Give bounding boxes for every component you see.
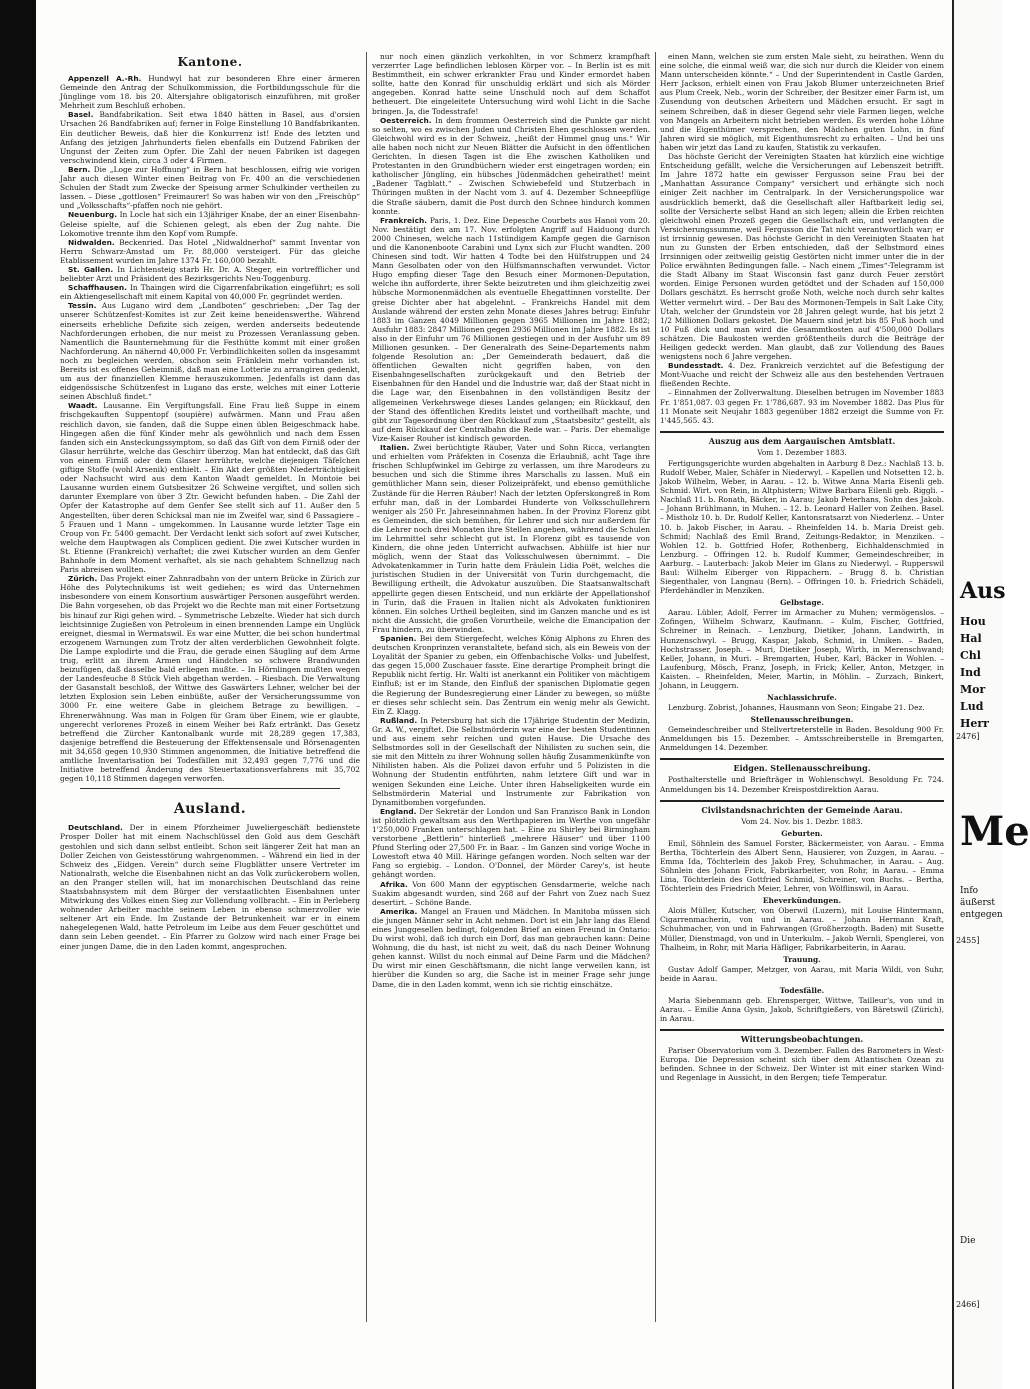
notice-subtitle: Stellenausschreibungen. [750, 715, 854, 725]
article-text: Beckenried. Das Hotel „Nidwaldnerhof“ sammt Inventar von Herrn Schwarz-Amstad um Fr. 88,000 versteigert. Für das gleiche Etablissement wurden im Jahre 1374 Fr. 160,000 bezahlt. [60, 237, 360, 265]
article-text: In Petersburg hat sich die 17jährige Studentin der Medizin, Gr. A. W., vergiftet. Die Selbstmörderin war eine der besten Studentinnen und aus einem sehr reichen und guten Hause. Die Ursache des Selbstmordes soll in der Gesellschaft der Nihilisten zu suchen sein, die sie mit den Mitteln zu ihrer Wohnung sollen häufig Zusammenkünfte von Nihilisten haben. Als die Polizei davon erfuhr und 5 Polizisten in die Wohnung der Studentin entführten, nahm letztere Gift und war in wenigen Sekunden eine Leiche. Unter ihren Habseligkeiten wurde ein Selbstmörderin Material und Instrumente zur Fabrikation von Dynamitbomben vorgefunden. [372, 715, 650, 807]
section-title-ausland: Ausland. [173, 801, 247, 818]
article-text: Das Projekt einer Zahnradbahn von der untern Brücke in Zürich zur Höhe des Polytechnikums ist weit gediehen; es wird das Unternehmen insbesondere von einem Konsortium auswärtiger Personen ausgeführt werden. Die Bahn vorgesehen, ob das Projekt wo die Rechte man mit einer Fortsetzung bis hinauf zur Rigi gehen wird. – Symmetrische Lebzelte. Wieder hat sich durch leichtsinnige Zugießen von Petroleum in einen brennenden Lampe ein Unglück ereignet, diesmal in Wermatswil. Es war eine Mutter, die bei schon hundertmal erzogenem Warnungen zum Trotz der alten verderblichen Gewohnheit folgte. Die Lampe explodirte und die Frau, die gerade einen Säugling auf dem Arme trug, erlitt an ihrem Armen und Händchen so schwere Brandwunden beizufügen, daß dasselbe bald erliegen mußte. – In Hörnlingen mußten wegen der Landesfeuche 8 Stück Vieh abgethan werden. – Riesbach. Die Verwaltung der Gasanstalt beschloß, der Wittwe des Gaswärters Lehner, welcher bei der letzten Explosion sein Leben einbüßte, außer der Versicherungssumme von 3000 Fr. eine weitere Gabe in gleichem Betrage zu bewilligen. – Ehrenerwähnung. Was man in Folgen für Gram über Einem, wie er glaubte, ungerecht verlorenes Prozeß in einem Weiher bei Rafz ertränkt. Das Gesetz betreffend die Zürcher Kantonalbank wurde mit 28,289 gegen 17,383, dasjenige betreffend die Besteuerung der Effektensensale und Börsenagenten mit 34,658 gegen 10,930 Stimmen angenommen, die Initiative betreffend die amtliche Inventarisation bei Todesfällen mit 32,493 gegen 7,776 und die Initiative betreffend Änderung des Steuertaxationsverfahrens mit 35,702 gegen 10,118 Stimmen dagegen verworfen. [60, 574, 360, 784]
article-paragraph [372, 116, 650, 216]
article-paragraph [660, 152, 944, 361]
edge-text: Me [960, 808, 1030, 855]
edge-text: Die [960, 1236, 976, 1246]
column-1 [60, 52, 360, 1322]
notice-subtitle: Todesfälle. [779, 985, 825, 995]
notice-title: Eidgen. Stellenausschreibung. [733, 763, 871, 774]
edge-text: entgegen [960, 910, 1003, 920]
article-text: Zwei berüchtigte Räuber, Vater und Sohn Ricca, verlangten und erhielten vom Präfekten in Cosenza die Erlaubniß, acht Tage ihre frischen Schlupfwinkel im Gebirge zu verlassen, um ihre Marodeurs zu besuchen und sich die Stimme ihres Marschalls zu lassen. Muß ein gemüthlicher Mann sein, dieser Polizeipräfekt, und ebenso gemüthliche Zustände für die Herren Räuber! Nach der letzten Opferskongreß in Rom erfuhr man, daß in der Lombardei Hunderte von Volksschullehrern weniger als 250 Fr. Jahreseinnahmen haben. In der Provinz Florenz gibt es Gemeinden, die sich bemühen, für Lehrer und sich nur außerdem für die Lehrer noch drei Monaten ihre Stellen angeben, während die Schulen im Lehrmittel sehr schlecht gut ist. In Florenz gibt es tausende von Kindern, die ohne jeden Unterricht aufwachsen. Abhülfe ist hier nur möglich, wenn der Staat das Volksschulwesen übernimmt. – Die Advokatenkammer in Turin hatte dem Fräulein Lidia Poët, welches die juristischen Studien in der Universität von Turin durchgemacht, die Bewilligung ertheilt, die Advokatur auszuüben. Die Staatsanwaltschaft appellirte gegen diesen Entscheid, und nun erklärte der Appellationshof in Turin, daß die Frauen in Italien nicht als Advokaten funktioniren können. Ein solches Urtheil begleiten, sind im Ganzen manche und es ist nicht die Aussicht, die großen Vorurtheile, welche die Emancipation der Frau hindern, zu überwinden. [372, 443, 650, 634]
edge-number: 2455] [956, 936, 980, 945]
article-text: In Thaingen wird die Cigarrenfabrikation eingeführt; es soll ein Aktiengesellschaft mit einem Kapital von 40,000 Fr. gegründet werden. [60, 283, 360, 302]
article-heading: Oesterreich. [380, 115, 432, 125]
notice-subtitle: Gelbstage. [780, 598, 824, 608]
edge-text: Lud [960, 700, 984, 713]
notice-date: Vom 24. Nov. bis 1. Dezbr. 1883. [741, 816, 863, 826]
notice-subtitle: Nachlassichrufe. [767, 693, 837, 703]
article-paragraph [60, 74, 360, 110]
article-text: Die „Loge zur Hoffnung“ in Bern hat beschlossen, eifrig wie vorigen Jahr auch diesen Winter einen Beitrag von Fr. 400 an die verschiedenen Schulen der Stadt zum Zwecke der Speisung armer Schulkinder vertheilen zu lassen. – Diese „gottlosen“ Freimaurer! So was haben wir von den „Freischüp“ und „Volksschafts“-pfaffen noch nie gehört. [60, 164, 360, 211]
column-rule [366, 52, 367, 1322]
article-text: Von 600 Mann der egyptischen Gensdarmerie, welche nach Suakim abgesandt wurden, sind 268 auf der Fahrt von Zuez nach Suez desertirt. – Schöne Bande. [372, 879, 650, 907]
notice-body: Fertigungsgerichte wurden abgehalten in Aarburg 8 Dez.: Nachlaß 13. b. Rudolf Weber, Maler, Schäfer in Niederwyl. – Kapellen und Notsetten 12. b. Jakob Wilhelm, Weber, in Aarau. – 12. b. Witwe Anna Maria Eisenli geb. Schmid. Wirt. von Rein, in Altphistern; Witwe Barbara Eilenli geb. Riggli. – Nachlaß 11. b. Ronath, Bäcker, in Aarau; Jakob Peterhans, Sohn des Jakob. – Johann Brühlmann, in Muhen. – 12. b. Leonard Haller von Zeihen. Basel. – Mistholz 10. b. Dr. Rudolf Keller, Kantonsratsarzt von Niederlenz. – Unter 10. b. Jakob Fischer, in Aarau. – Rheinfelden 14. b. Maria Dreist geb. Schmid; Nachlaß des Emil Brand, Zeitungs-Redaktor, in Menziken. – Wohlen 12. b. Gottfried Hofer, Rothenberg, Eichhaldenschmied in Lenzburg. – Offringen 12. b. Rudolf Kummer, Gemeindeschreiber, in Aarburg. – Lauterbach: Jakob Meier im Glans zu Niederwyl. – Rupperswil Baul: Wilhelm Eiberger von Rippachern. – Brugg 8. b. Christian Siegenthaler, von Langnau (Bern). – Offringen 10. b. Friedrich Schädeli, Pferdehändler in Menziken. [660, 458, 944, 596]
divider [660, 1029, 944, 1031]
article-paragraph [660, 52, 944, 152]
notice-title: Witterungsbeobachtungen. [740, 1034, 864, 1045]
article-text: Mangel an Frauen und Mädchen. In Manitoba müssen sich die jungen Männer sehr in Acht nehmen. Dort ist ein Jahr lang das Elend eines Junggesellen bedingt, folgenden Brief an einen Freund in Ontario: Du wirst wohl, daß ich durch ein Dorf, das man gebrauchen kann: Deine Wohnung, die du hast, ist nicht zu weit, daß du nach Deiner Wohnung gehen kannst. Willst du noch einmal auf Deine Farm und die Mädchen? Du wirst mir einen Geschäftsmann, die nicht lange verweilen kann, ist hierüber die Kunden so arg, die Sache ist in meiner Frage sehr junge Dame, die in den Laden kommt, wenn ich sie richtig einschätze. [372, 906, 650, 989]
notice-body: Posthalterstelle und Briefträger in Wohlenschwyl. Besoldung Fr. 724. Anmeldungen bis 14. Dezember Kreispostdirektion Aarau. [660, 775, 944, 794]
notice-subtitle: Eheverkündungen. [762, 896, 842, 906]
article-text: Das höchste Gericht der Vereinigten Staaten hat kürzlich eine wichtige Entscheidung gefällt, welche die Versicherungen auf Lebenszeit betrifft. Im Jahre 1872 hatte ein gewisser Fergusson seine Frau bei der „Manhattan Assurance Company“ versichert und erhängte sich noch einiger Zeit nachher im Centralpark. In der Versicherungspolice war ausdrücklich bemerkt, daß die Gesellschaft aller Haftbarkeit ledig sei, sollte der Versicherte selbst Hand an sich legen; allein die Erben reichten gleichwohl einen Prozeß gegen die Gesellschaft ein, und verlangten die Versicherungssumme, weil Fergusson die Tat nicht verantwortlich war; er ist irrsinnig gewesen. Das höchste Gericht in den Vereinigten Staaten hat nun zu Gunsten der Erben entschieden, daß der Selbstmord eines Irrsinnigen oder zeitweilig geistig Gestörten nicht immer unter die in der Police erwähnten Bedingungen falle. – Nach einem „Times“-Telegramm ist die Stadt Albany im Staat Wisconsin fast ganz durch Feuer zerstört worden. Einige Personen wurden getödtet und der Schaden auf 150,000 Dollars geschätzt. Es herrscht große Noth, welche noch durch sehr kaltes Wetter vermehrt wird. – Der Bau des Mormonen-Tempels in Salt Lake City, Utah, welcher der Grundstein vor 28 Jahren gelegt wurde, hat bis jetzt 2 1/2 Millionen Dollars gekostet. Die Mauern sind jetzt bis 85 Fuß hoch und 10 Fuß dick und man wird die Gesammtkosten auf 4'500,000 Dollars schätzen. Die Baukosten werden größtentheils durch die Beiträge der Heiligen gedeckt werden. Man glaubt, daß zur Vollendung des Baues wenigstens noch 6 Jahre vergehen. [660, 152, 944, 362]
article-heading: St. Gallen. [68, 264, 114, 274]
divider [80, 788, 340, 789]
notice-body: Aarau. Lübler, Adolf, Ferrer im Armacher zu Muhen; vermögenslos. – Zofingen, Wilhelm Schwarz, Kaufmann. – Kulm, Fischer, Gottfried, Schreiner in Reinach. – Lenzburg, Dietiker, Johann, Landwirth, in Hunzenschwyl. – Brugg, Kaspar, Jakob, Schmid, in Umiken. – Baden, Hochstrasser, Joseph. – Muri, Dietiker Joseph, Wirth, in Merenschwand; Keller, Johann, in Muri. – Bremgarten, Huber, Karl, Bäcker in Wohlen. – Laufenburg, Mösch, Franz, Joseph, in Frick; Keller, Anton, Metzger, in Kaisten. – Rheinfelden, Meier, Martin, in Möhlin. – Zurzach, Binkert, Johann, in Leuggern. [660, 608, 944, 690]
article-paragraph [660, 388, 944, 424]
article-paragraph [372, 634, 650, 716]
article-paragraph [372, 443, 650, 634]
column-3 [660, 52, 944, 1322]
kantone-articles [60, 74, 360, 783]
article-heading: Appenzell A.-Rh. [68, 74, 142, 83]
article-heading: Frankreich. [380, 215, 428, 225]
edge-text: Aus [960, 578, 1006, 604]
edge-text: Chl [960, 649, 981, 662]
ausland-articles [60, 823, 360, 950]
edge-text: Hou [960, 615, 986, 628]
article-heading: Waadt. [68, 401, 98, 411]
divider [660, 758, 944, 760]
article-text: Der in einem Pforzheimer Juweliergeschäft bedienstete Prosper Doller hat mit einem Nachschlüssel den Gold aus dem Geschäft gestohlen und sich dann selbst entleibt. Schon seit längerer Zeit hat man an Doller Zeichen von Geistesstörung wahrgenommen. – Während ein lied in der Schweiz des „Eidgen. Verein“ durch seine Flugblätter unsere Vertreter im Nationalrath, welche die Eisenbahnen nicht an das Volk zurückerobern wollen, an den Pranger stellen will, hat im monarchischen Deutschland das reine Staatsbahnsystem mit dem Bürger der verstaatlichten Eisenbahnen unter Mitwirkung des Volkes einen Sieg zur Vollendung vollbracht. – Ein in Perleberg wohnender Arbeiter machte seinem Leben in ebenso schmerzvoller wie seltener Art ein Ende. Im Zustande der Betrunkenheit war er in einem nahegelegenen Wald, hatte Petroleum im Leibe aus dem Feuer geschüttet und dann sein Leben geendet. – Ein Pfarrer zu Golzow wird nach einer Frage bei einer jungen Dame, die in den Laden kommt, angesprochen. [60, 823, 361, 951]
article-text: Hundwyl hat zur besonderen Ehre einer ärmeren Gemeinde den Antrag der Schulkommission, die Fortbildungsschule für die Jünglinge vom 18. bis 20. Altersjahre obligatorisch einzuführen, mit großer Mehrheit zum Beschluß erhoben. [60, 74, 360, 111]
edge-text: Ind [960, 666, 981, 679]
article-text: Paris, 1. Dez. Eine Depesche Courbets aus Hanoi vom 20. Nov. bestätigt den am 17. Nov. erfolgten Angriff auf Haiduong durch 2000 Chinesen, welche nach 11stündigem Kampfe gegen die Garnison und die Kanonenboote Carabini und Lynx sich zur Flucht wandten. 200 Chinesen sind todt. Wir hatten 4 Todte bei den Hülfstruppen und 24 Mann Gesolbaten oder von den Hülfsmannschaften verwundet. Victor Hugo empfing dieser Tage den Besuch einer Mormonen-Deputation, welche ihn aufforderte, ihrer Sekte beizutreten und ihm gleichzeitig zwei hübsche Mormonenmädchen als eventuelle Ehegattinnen vorstellte. Der greise Dichter aber hat abgelehnt. – Frankreichs Handel mit dem Auslande während der ersten zehn Monate dieses Jahres betrug: Einfuhr 1883 im Ganzen 4049 Millionen gegen 3965 Millionen im Jahre 1882; Ausfuhr 1883: 2847 Millionen gegen 2936 Millionen im Jahre 1882. Es ist also in der Einfuhr um 76 Millionen gestiegen und in der Ausfuhr um 89 Millionen gesunken. – Der Generalrath des Seine-Departements nahm folgende Resolution an: „Der Gemeinderath bedauert, daß die öffentlichen Gewalten nicht gegriffen haben, von den Eisenbahngesellschaften zurückgekauft und den Betrieb der Eisenbahnen für den Handel und die Industrie war, daß der Staat nicht in die Lage war, den Eisenbahnen in den vollständigen Besitz der allgemeinen Verkehrswege dieses Landes gelangen; ein Rückkauf, den der Stand des öffentlichen Kredits leistet und vortheilhaft machte, und gibt zur Tagesordnung über den Rückkauf zum „Staatsbesitz“ gestellt, als auf dem Rückkauf der Centralbahn die Rede war. – Paris. Der ehemalige Vize-Kaiser Rouher ist kindisch geworden. [372, 215, 650, 443]
article-text: Bei dem Stiergefecht, welches König Alphons zu Ehren des deutschen Kronprinzen veranstaltete, befand sich, als ein Beweis von der Loyalität der Spanier zu geben, ein Offenbachische Volks- und Jubelfest, das gegen 15,000 Zuschauer fasste. Eine derartige Prompheit bringt die Republik nicht fertig. Hr. Walti ist anerkannt ein Politiker von mächtigem Einfluß; ist er im Stande, den Einfluß der spanischen Diplomatie gegen die Regierung der Bundesregierung einer Länder zu bewegen, so müßte er dieses sehr schlecht sein. Das Zentrum ein wenig mehr als Gewicht. Ein Z. Klagg. [372, 634, 650, 716]
article-heading: Neuenburg. [68, 210, 118, 220]
article-heading: Zürich. [68, 574, 98, 584]
article-paragraph [60, 238, 360, 265]
article-paragraph [372, 907, 650, 989]
notice-civilstand [660, 805, 944, 1024]
adjacent-page-fragment [952, 0, 1030, 1389]
edge-text: Hal [960, 632, 982, 645]
scan-left-margin [0, 0, 36, 1389]
article-heading: Bern. [68, 164, 91, 174]
notice-body: Emil, Söhnlein des Samuel Forster, Bäckermeister, von Aarau. – Emma Bertha, Töchterlein des Albert Senn, Hausierer, von Zuzgen, in Aarau. – Emma Ida, Töchterlein des Jakob Frey, Schuhmacher, in Aarau. – Aug. Söhnlein des Johann Frick, Fabrikarbeiter, von Rohr, in Aarau. – Emma Lina, Töchterlein des Gottfried Schmid, Schreiner, von Buchs. – Bertha, Töchterlein des Friedrich Meier, Lehrer, von Wölflinswil, in Aarau. [660, 838, 944, 894]
article-heading: Basel. [68, 110, 94, 120]
column-3-articles [660, 52, 944, 425]
article-paragraph [60, 110, 360, 165]
notice-date: Vom 1. Dezember 1883. [757, 447, 847, 457]
article-paragraph [372, 216, 650, 443]
edge-text: Mor [960, 683, 986, 696]
article-text: nur noch einen gänzlich verkohlten, in vor Schmerz krampfhaft verzerrter Lage befindlichen leblosen Körper vor. – In Berlin ist es mit Bestimmtheit, ein schwer erkrankter Frau und Kinder ermordet haben sollte, hatte den Konrad für unschuldig erklärt und sich als Mörder angegeben. Konrad hatte seine Unschuld noch auf dem Schaffot betheuert. Die eingeleitete Untersuchung wird wohl Licht in die Sache bringen. Ja, die Todesstrafe! [372, 52, 650, 116]
edge-text: Herr [960, 717, 989, 730]
notice-title: Civilstandsnachrichten der Gemeinde Aarau. [701, 804, 903, 815]
article-paragraph [60, 823, 360, 950]
article-heading: Spanien. [380, 634, 417, 643]
edge-text: Info [960, 886, 979, 896]
notice-body: Gustav Adolf Gamper, Metzger, von Aarau, mit Maria Wildi, von Suhr, beide in Aarau. [660, 964, 944, 983]
notice-title: Auszug aus dem Aargauischen Amtsblatt. [708, 435, 896, 446]
notice-body: Lenzburg. Zobrist, Johannes, Hausmann von Seon; Eingabe 21. Dez. [668, 703, 925, 713]
article-paragraph [372, 880, 650, 907]
article-text: Aus Lugano wird dem „Landboten“ geschrieben: „Der Tag der unserer Schützenfest-Komites ist zur Zeit keine beneidenswerthe. Während einerseits erhebliche Defizite sich zeigen, werden anderseits bedeutende Nachforderungen erhoben, die nur meist zu Prozessen Veranlassung geben. Namentlich die Baunternehmung für die Festhütte kommt mit einer großen Nachforderung. An nähernd 40,000 Fr. Verbindlichkeiten sollen da insgesammt noch zu begleichen werden, obschon sein Fränklein mehr vorhanden ist. Bereits ist es offenes Geheimniß, daß man eine Lotterie zu arrangiren gedenkt, um aus der finanziellen Klemme herauszukommen. Jedenfalls ist dann das eidgenössische Schützenfest in Lugano das erste, welches mit einer Lotterie seinen Abschluß findet.“ [60, 301, 360, 402]
column-rule [655, 52, 656, 1322]
notice-witterung [660, 1034, 944, 1082]
article-heading: Bundesstadt. [668, 361, 724, 371]
article-paragraph [60, 574, 360, 783]
article-paragraph [60, 301, 360, 401]
article-heading: Schaffhausen. [68, 283, 127, 293]
article-text: einen Mann, welchen sie zum ersten Male sieht, zu heirathen. Wenn du eine solche, die einmal weiß war, die sich nur durch die Kleider von einem Mann unterscheiden könnte.“ – Und der Superintendent in Castle Garden, Herr Jackson, erhielt einen von Frau Jakob Blumer unterzeichneten Brief aus Plum Creek, Neb., worin der Schreiber, der Besitzer einer Farm ist, um Zusendung von deutschen Arbeitern und Mädchen ersucht. Er sagt in seinem Schreiben, daß in dieser Gegend sehr viele Farmen liegen, welche von Mangels an Arbeitern nicht betrieben werden. Es werden hohe Löhne und die Eigenthümer versprechen, den Mädchen guten Lohn, in fünf Jahren wird sie möglich, mit Eigenthumsrecht zu erhalten. – Und bei uns haben wir jetzt das Land zu kaufen, Statistik zu verkaufen. [660, 52, 944, 152]
article-heading: Amerika. [380, 906, 418, 916]
article-text: 4. Dez. Frankreich verzichtet auf die Befestigung der Mont-Vuache und reicht der Schweiz alle aus den bestehenden Vertrauen fließenden Rechte. [660, 361, 944, 389]
article-heading: Italien. [380, 443, 410, 453]
divider [660, 431, 944, 433]
article-heading: Tessin. [68, 301, 97, 311]
article-heading: Deutschland. [68, 823, 123, 833]
article-paragraph [372, 716, 650, 807]
divider [660, 800, 944, 802]
article-text: Lausanne. Ein Vergiftungsfall. Eine Frau ließ Suppe in einem frischgekauften Suppentopf (soupière) aufwärmen. Mann und Frau aßen reichlich davon, sie fanden, daß die Suppe einen üblen Beigeschmack habe. Hingegen aßen die fünf Kinder mehr als gewöhnlich und nach dem Essen fanden sich ein Ansteckungssymptom, so daß das Gift von dem Firniß oder der Glasur herrührte, welche das Geschirr überzog. Man hat entdeckt, daß das Gift von einem Firniß oder dem Glaser herrührte, welche diejenigen Täfelchen giftige Stoffe (wohl Arsenik) enthielt. – Ein Akt der größten Niederträchtigkeit oder Nachsucht wird aus dem Kanton Waadt gemeldet. In Montoie bei Lausanne wurden einem Gutsbesitzer 26 Schweine vergiftet, und sollen sich darunter Exemplare von über 3 Ztr. Gewicht befunden haben. – Die Zahl der Opfer der Katastrophe auf dem Genfer See stellt sich auf 11. Außer den 5 Angestellten, über deren Schicksal man nie im Zweifel war, sind 6 Passagiere – 5 Frauen und 1 Mann – umgekommen. In Lausanne wurde letzter Tage ein Croup von Fr. 5400 gemacht. Der Verdacht lenkt sich sofort auf zwei Kutscher, welche dem Hauptwagen als Complicen gedient. Die zwei Kutscher wurden in St. Etienne (Frankreich) verhaftet; die zwei Kutscher wurden an dem Genfer Bahnhofe in dem Moment verhaftet, als sie nach gehabtem Schnellzug nach Paris abreisen wollten. [60, 401, 360, 575]
column-2 [372, 52, 650, 1322]
notice-subtitle: Trauung. [783, 954, 821, 964]
column-2-articles [372, 52, 650, 989]
article-text: In dem frommen Oesterreich sind die Punkte gar nicht so selten, wo es zwischen Juden und Christen Ehen geschlossen werden. Gleichwohl wird es in der Schweiz, „heißt der Himmel gnug uns.“ Wir alle haben noch nicht zur Neuen Blätter die Aufsicht in den öffentlichen Gerichten. In diesen Tagen ist die Ehe zwischen Katholiken und Protestanten in den Grundbüchern wieder erst eingetragen worden; ein katholischer Jüngling, ein hübsches Jüdenmädchen geheirathet! meint „Badener Tagblatt.“ – Zwischen Schwiebefeld und Stutzerbach in Thüringen mußten in der Nacht vom 3. auf 4. Dezember Schneepflüge die Straße säubern, damit die Post durch den Schnee hindurch kommen konnte. [372, 115, 650, 216]
article-paragraph [372, 807, 650, 880]
article-paragraph [660, 361, 944, 388]
article-text: Bandfabrikation. Seit etwa 1840 hätten in Basel, aus d'orsien Ursachen 26 Bandfabriken auf; ferner in Folge Einstellung 10 Bandfabrikanten. Ein deutlicher Beweis, daß hier die Konkurrenz ist! Ende des letzten und Anfang des jetzigen Jahrhunderts fielen ebenfalls ein Dutzend Fabriken der Ungunst der Zeiten zum Opfer. Die Zahl der neuen Fabriken ist dagegen verschwindend klein, circa 3 oder 4 Firmen. [60, 110, 360, 165]
article-paragraph [60, 210, 360, 237]
article-text: – Einnahmen der Zollverwaltung. Dieselben betrugen im November 1883 Fr. 1'851,087. 03 gegen Fr. 1'786,687. 93 im November 1882. Das Plus für 11 Monate seit Neujahr 1883 gegenüber 1882 erzeigt die Summe von Fr. 1'445,565. 43. [660, 388, 944, 425]
article-paragraph [60, 283, 360, 301]
article-heading: Rußland. [380, 715, 418, 725]
edge-number: 2466] [956, 1300, 980, 1309]
notice-body: Pariser Observatorium vom 3. Dezember. Fallen des Barometers in West-Europa. Die Depression scheint sich über dem Atlantischen Ozean zu befinden. Schnee in der Schweiz. Der Winter ist mit einer starken Wind- und Regenlage in Aussicht, in den Bergen; tiefe Temperatur. [660, 1046, 944, 1083]
article-heading: England. [380, 806, 417, 816]
edge-number: 2476] [956, 732, 980, 741]
article-text: In Lichtensteig starb Hr. Dr. A. Steger, ein vortrefflicher und beliebter Arzt und Präsident des Bezirksgerichts Neu-Toggenburg. [60, 264, 360, 284]
article-text: In Locle hat sich ein 13jähriger Knabe, der an einer Eisenbahn-Geleise spielte, auf die Schienen gelegt, als eben der Zug nahte. Die Lokomotive trennte ihm den Kopf vom Rumpfe. [60, 210, 360, 238]
notice-body: Alois Müller, Kutscher, von Oberwil (Luzern), mit Louise Hintermann, Cigarrenmacherin, von und in Aarau. – Johann Hermann Kraft, Schuhmacher, von und in Fahrwangen (Großherzogth. Baden) mit Susette Müller, Dienstmagd, von und in Unterkulm. – Jakob Wernli, Spenglerei, von Thalheim, in Rohr, mit Maria Häfliger, Fabrikarbeiterin, in Aarau. [660, 906, 944, 952]
article-heading: Nidwalden. [68, 237, 115, 247]
notice-body: Gemeindeschreiber und Stellvertreterstelle in Baden. Besoldung 900 Fr. Anmeldungen bis 15. Dezember. – Amtsschreiberstelle in Bremgarten, Anmeldungen 14. Dezember. [660, 725, 944, 753]
notice-amtsblatt [660, 436, 944, 753]
article-paragraph [60, 165, 360, 210]
article-text: Der Sekretär der London und San Franzisco Bank in London ist plötzlich gewaltsam aus den Werthpapieren im Werthe von ungefähr 1'250,000 Franken unterschlagen hat. – Eine zu Shirley bei Birmingham verstorbene „Bettlerin“ hinterließ „mehrere Häuser“ und über 1100 Pfund Sterling oder 27,500 Fr. in Baar. – Im Ganzen sind vorige Woche in Lowestoft etwa 40 Mill. Häringe gefangen worden. Noch selten war der Fang so ergiebig. – London. O'Donnel, der Mörder Carey's, ist heute gehängt worden. [372, 806, 651, 880]
article-paragraph [372, 52, 650, 116]
article-paragraph [60, 401, 360, 574]
article-paragraph [60, 265, 360, 283]
notice-stellenausschreibung [660, 763, 944, 793]
section-title-kantone: Kantone. [177, 55, 243, 69]
edge-text: äußerst [960, 898, 996, 908]
notice-subtitle: Geburten. [781, 828, 823, 838]
notice-body: Maria Siebenmann geb. Ehrensperger, Wittwe, Tailleur's, von und in Aarau. – Emilie Anna Gysin, Jakob, Schriftgießers, von Bäretswil (Zürich), in Aarau. [660, 995, 944, 1024]
article-heading: Afrika. [380, 879, 408, 889]
